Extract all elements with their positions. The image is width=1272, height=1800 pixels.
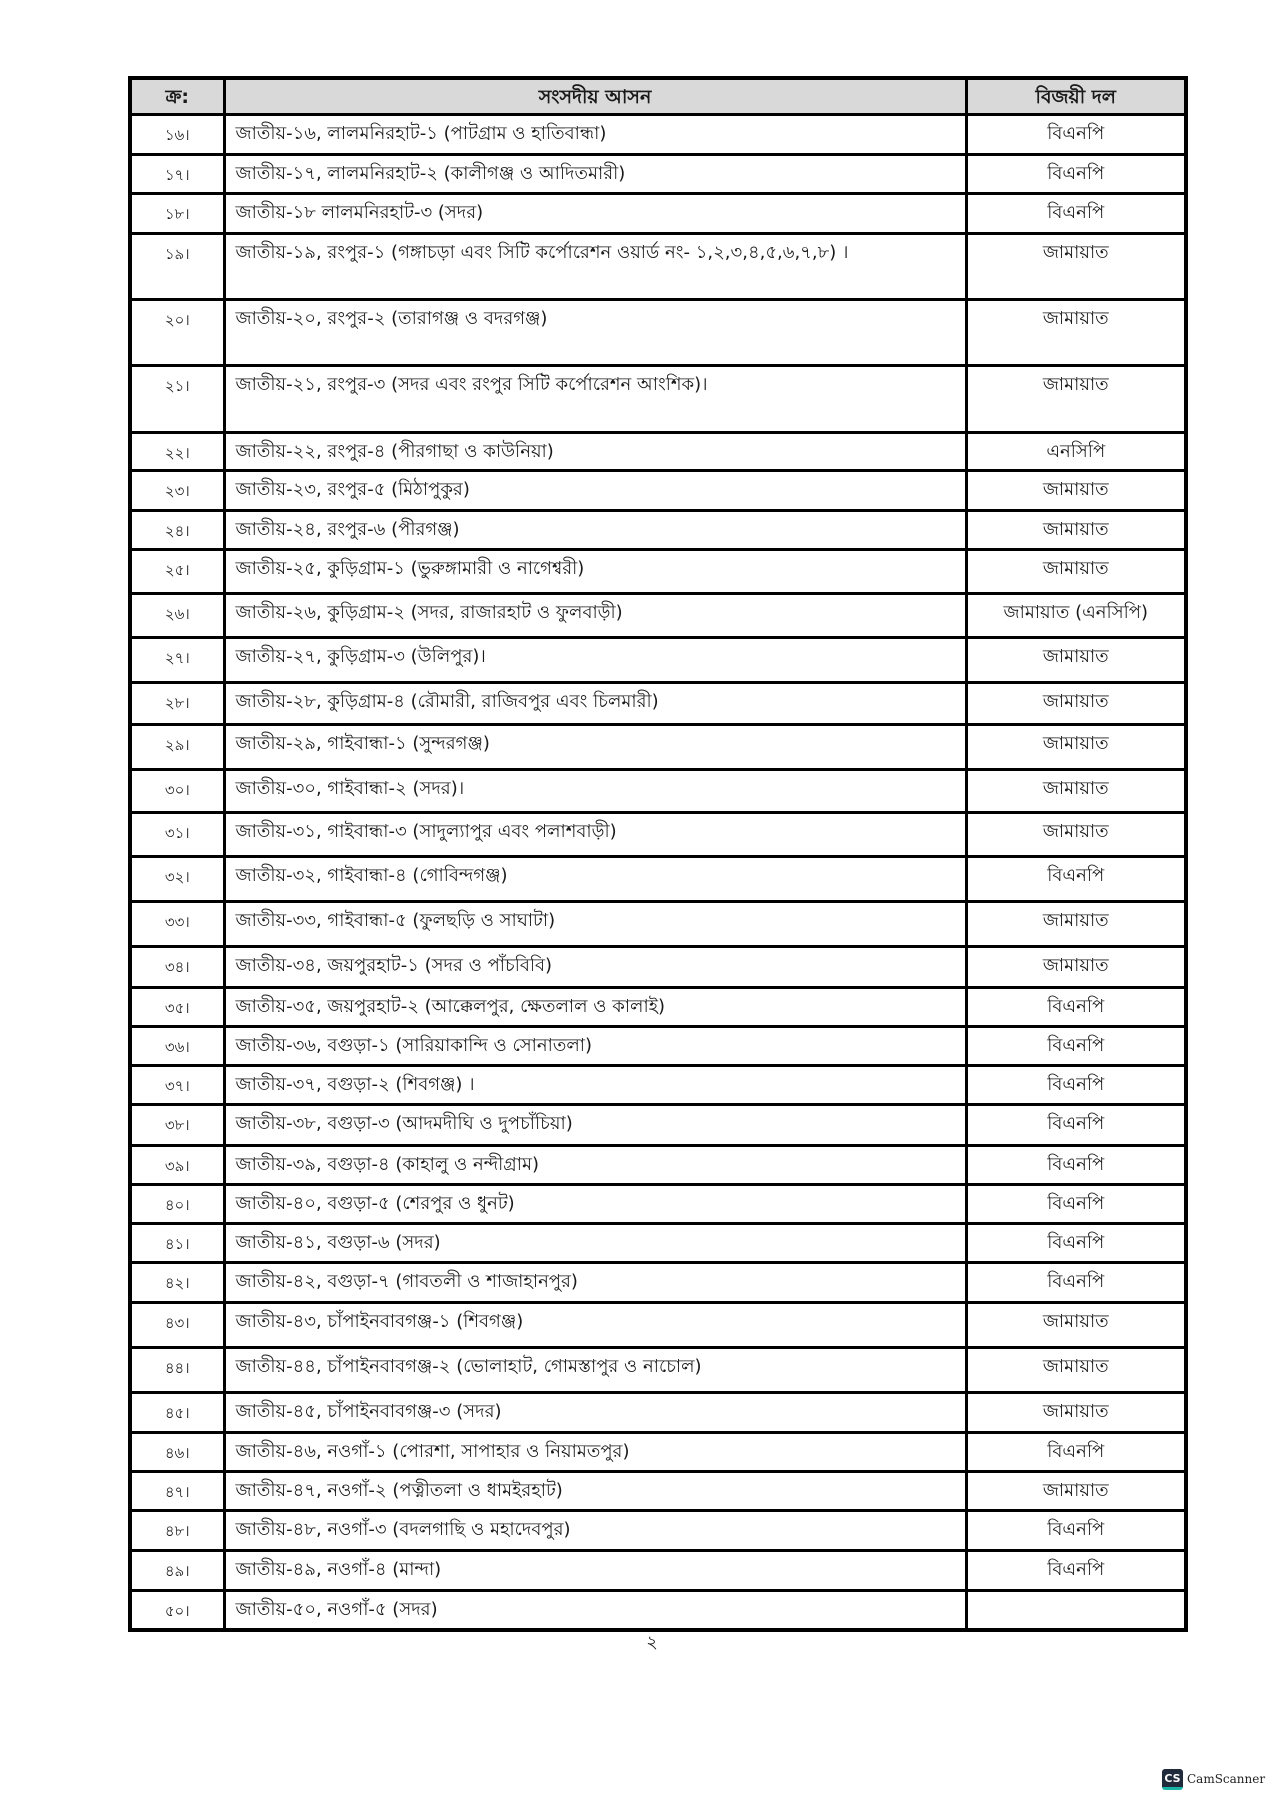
seat-cell: জাতীয়-২৫, কুড়িগ্রাম-১ (ভুরুঙ্গামারী ও নাগেশ্বরী) <box>224 550 966 594</box>
party-cell: জামায়াত <box>966 366 1186 433</box>
table-row <box>130 902 1186 947</box>
table-row <box>130 947 1186 988</box>
seat-cell: জাতীয়-৩০, গাইবান্ধা-২ (সদর)। <box>224 770 966 813</box>
seat-cell: জাতীয়-১৮ লালমনিরহাট-৩ (সদর) <box>224 194 966 234</box>
camscanner-label: CamScanner <box>1187 1772 1266 1786</box>
seat-cell: জাতীয়-৩৫, জয়পুরহাট-২ (আক্কেলপুর, ক্ষেতলাল ও কালাই) <box>224 988 966 1027</box>
seat-cell: জাতীয়-৪৪, চাঁপাইনবাবগঞ্জ-২ (ভোলাহাট, গোমস্তাপুর ও নাচোল) <box>224 1348 966 1393</box>
table-row <box>130 471 1186 511</box>
party-cell: বিএনপি <box>966 857 1186 902</box>
party-cell: বিএনপি <box>966 1263 1186 1303</box>
table-row <box>130 1433 1186 1472</box>
serial-cell: ২৮। <box>130 683 224 725</box>
camscanner-logo-icon: CS <box>1162 1769 1183 1790</box>
seat-cell: জাতীয়-২২, রংপুর-৪ (পীরগাছা ও কাউনিয়া) <box>224 433 966 471</box>
table-row <box>130 594 1186 638</box>
serial-cell: ৩১। <box>130 813 224 857</box>
table-row <box>130 1393 1186 1433</box>
seat-cell: জাতীয়-৪৩, চাঁপাইনবাবগঞ্জ-১ (শিবগঞ্জ) <box>224 1303 966 1348</box>
party-cell: জামায়াত <box>966 550 1186 594</box>
seat-cell: জাতীয়-৩৯, বগুড়া-৪ (কাহালু ও নন্দীগ্রাম) <box>224 1146 966 1185</box>
serial-cell: ২৩। <box>130 471 224 511</box>
table-row <box>130 1105 1186 1146</box>
party-cell <box>966 1591 1186 1630</box>
serial-cell: ৪২। <box>130 1263 224 1303</box>
table-row <box>130 155 1186 194</box>
party-cell: বিএনপি <box>966 1433 1186 1472</box>
party-cell: বিএনপি <box>966 1185 1186 1224</box>
party-cell: জামায়াত <box>966 725 1186 770</box>
table-row <box>130 1185 1186 1224</box>
party-cell: জামায়াত (এনসিপি) <box>966 594 1186 638</box>
table-row <box>130 1027 1186 1066</box>
serial-cell: ২৪। <box>130 511 224 550</box>
seat-cell: জাতীয়-৩৬, বগুড়া-১ (সারিয়াকান্দি ও সোনাতলা) <box>224 1027 966 1066</box>
serial-cell: ৩০। <box>130 770 224 813</box>
party-cell: জামায়াত <box>966 300 1186 366</box>
serial-cell: ৪৫। <box>130 1393 224 1433</box>
table-row <box>130 1303 1186 1348</box>
seat-cell: জাতীয়-৩২, গাইবান্ধা-৪ (গোবিন্দগঞ্জ) <box>224 857 966 902</box>
table-row <box>130 683 1186 725</box>
serial-cell: ৩৪। <box>130 947 224 988</box>
seat-cell: জাতীয়-৩১, গাইবান্ধা-৩ (সাদুল্যাপুর এবং পলাশবাড়ী) <box>224 813 966 857</box>
party-cell: বিএনপি <box>966 1066 1186 1105</box>
seat-cell: জাতীয়-৩৪, জয়পুরহাট-১ (সদর ও পাঁচবিবি) <box>224 947 966 988</box>
seat-cell: জাতীয়-২৩, রংপুর-৫ (মিঠাপুকুর) <box>224 471 966 511</box>
header-serial: ক্র: <box>130 78 224 115</box>
serial-cell: ৪৯। <box>130 1551 224 1591</box>
table-row <box>130 770 1186 813</box>
table-row <box>130 366 1186 433</box>
table-row <box>130 1591 1186 1630</box>
seat-cell: জাতীয়-৩৩, গাইবান্ধা-৫ (ফুলছড়ি ও সাঘাটা) <box>224 902 966 947</box>
table-row <box>130 1224 1186 1263</box>
party-cell: বিএনপি <box>966 1105 1186 1146</box>
table-row <box>130 1511 1186 1551</box>
party-cell: বিএনপি <box>966 115 1186 155</box>
serial-cell: ২২। <box>130 433 224 471</box>
seat-cell: জাতীয়-৪৭, নওগাঁ-২ (পত্নীতলা ও ধামইরহাট) <box>224 1472 966 1511</box>
seat-cell: জাতীয়-১৯, রংপুর-১ (গঙ্গাচড়া এবং সিটি কর্পোরেশন ওয়ার্ড নং- ১,২,৩,৪,৫,৬,৭,৮) । <box>224 234 966 300</box>
table-row <box>130 194 1186 234</box>
party-cell: জামায়াত <box>966 947 1186 988</box>
party-cell: জামায়াত <box>966 1393 1186 1433</box>
serial-cell: ৩৬। <box>130 1027 224 1066</box>
serial-cell: ১৯। <box>130 234 224 300</box>
seat-cell: জাতীয়-৪৯, নওগাঁ-৪ (মান্দা) <box>224 1551 966 1591</box>
table-row <box>130 813 1186 857</box>
party-cell: বিএনপি <box>966 155 1186 194</box>
header-seat: সংসদীয় আসন <box>224 78 966 115</box>
serial-cell: ২৯। <box>130 725 224 770</box>
seat-cell: জাতীয়-২০, রংপুর-২ (তারাগঞ্জ ও বদরগঞ্জ) <box>224 300 966 366</box>
results-table <box>128 76 1188 1632</box>
party-cell: জামায়াত <box>966 511 1186 550</box>
party-cell: জামায়াত <box>966 902 1186 947</box>
serial-cell: ১৬। <box>130 115 224 155</box>
header-party: বিজয়ী দল <box>966 78 1186 115</box>
serial-cell: ১৭। <box>130 155 224 194</box>
serial-cell: ৩২। <box>130 857 224 902</box>
table-row <box>130 638 1186 683</box>
party-cell: বিএনপি <box>966 1146 1186 1185</box>
serial-cell: ১৮। <box>130 194 224 234</box>
table-row <box>130 1066 1186 1105</box>
table-row <box>130 1348 1186 1393</box>
table-row <box>130 433 1186 471</box>
seat-cell: জাতীয়-১৬, লালমনিরহাট-১ (পাটগ্রাম ও হাতিবান্ধা) <box>224 115 966 155</box>
table-row <box>130 234 1186 300</box>
seat-cell: জাতীয়-৩৭, বগুড়া-২ (শিবগঞ্জ) । <box>224 1066 966 1105</box>
table-row <box>130 725 1186 770</box>
party-cell: বিএনপি <box>966 194 1186 234</box>
table-row <box>130 1472 1186 1511</box>
serial-cell: ৩৫। <box>130 988 224 1027</box>
party-cell: জামায়াত <box>966 471 1186 511</box>
table-header-row <box>130 78 1186 115</box>
seat-cell: জাতীয়-১৭, লালমনিরহাট-২ (কালীগঞ্জ ও আদিতমারী) <box>224 155 966 194</box>
serial-cell: ৪০। <box>130 1185 224 1224</box>
party-cell: জামায়াত <box>966 813 1186 857</box>
party-cell: জামায়াত <box>966 1303 1186 1348</box>
seat-cell: জাতীয়-৪৮, নওগাঁ-৩ (বদলগাছি ও মহাদেবপুর) <box>224 1511 966 1551</box>
table-row <box>130 1263 1186 1303</box>
seat-cell: জাতীয়-২৭, কুড়িগ্রাম-৩ (উলিপুর)। <box>224 638 966 683</box>
table-row <box>130 988 1186 1027</box>
seat-cell: জাতীয়-৪০, বগুড়া-৫ (শেরপুর ও ধুনট) <box>224 1185 966 1224</box>
seat-cell: জাতীয়-৪২, বগুড়া-৭ (গাবতলী ও শাজাহানপুর) <box>224 1263 966 1303</box>
serial-cell: ৩৮। <box>130 1105 224 1146</box>
serial-cell: ৪৩। <box>130 1303 224 1348</box>
seat-cell: জাতীয়-২৮, কুড়িগ্রাম-৪ (রৌমারী, রাজিবপুর এবং চিলমারী) <box>224 683 966 725</box>
serial-cell: ৪৪। <box>130 1348 224 1393</box>
table-row <box>130 1146 1186 1185</box>
seat-cell: জাতীয়-২৬, কুড়িগ্রাম-২ (সদর, রাজারহাট ও ফুলবাড়ী) <box>224 594 966 638</box>
table-body <box>130 115 1186 1630</box>
serial-cell: ৪৬। <box>130 1433 224 1472</box>
party-cell: বিএনপি <box>966 1224 1186 1263</box>
seat-cell: জাতীয়-৪৬, নওগাঁ-১ (পোরশা, সাপাহার ও নিয়ামতপুর) <box>224 1433 966 1472</box>
serial-cell: ২১। <box>130 366 224 433</box>
party-cell: বিএনপি <box>966 1511 1186 1551</box>
party-cell: জামায়াত <box>966 234 1186 300</box>
serial-cell: ৪৭। <box>130 1472 224 1511</box>
serial-cell: ২০। <box>130 300 224 366</box>
party-cell: এনসিপি <box>966 433 1186 471</box>
page-number: ২ <box>646 1632 658 1653</box>
table-row <box>130 115 1186 155</box>
party-cell: জামায়াত <box>966 638 1186 683</box>
party-cell: বিএনপি <box>966 1551 1186 1591</box>
seat-cell: জাতীয়-৪৫, চাঁপাইনবাবগঞ্জ-৩ (সদর) <box>224 1393 966 1433</box>
party-cell: বিএনপি <box>966 988 1186 1027</box>
seat-cell: জাতীয়-৩৮, বগুড়া-৩ (আদমদীঘি ও দুপচাঁচিয়া) <box>224 1105 966 1146</box>
serial-cell: ৩৯। <box>130 1146 224 1185</box>
table-row <box>130 511 1186 550</box>
serial-cell: ৫০। <box>130 1591 224 1630</box>
table-row <box>130 857 1186 902</box>
seat-cell: জাতীয়-২৯, গাইবান্ধা-১ (সুন্দরগঞ্জ) <box>224 725 966 770</box>
table-row <box>130 1551 1186 1591</box>
party-cell: জামায়াত <box>966 683 1186 725</box>
seat-cell: জাতীয়-৪১, বগুড়া-৬ (সদর) <box>224 1224 966 1263</box>
serial-cell: ৩৭। <box>130 1066 224 1105</box>
party-cell: জামায়াত <box>966 1472 1186 1511</box>
serial-cell: ২৫। <box>130 550 224 594</box>
party-cell: জামায়াত <box>966 770 1186 813</box>
party-cell: জামায়াত <box>966 1348 1186 1393</box>
serial-cell: ৪১। <box>130 1224 224 1263</box>
party-cell: বিএনপি <box>966 1027 1186 1066</box>
serial-cell: ২৬। <box>130 594 224 638</box>
seat-cell: জাতীয়-৫০, নওগাঁ-৫ (সদর) <box>224 1591 966 1630</box>
table-row <box>130 550 1186 594</box>
seat-cell: জাতীয়-২১, রংপুর-৩ (সদর এবং রংপুর সিটি কর্পোরেশন আংশিক)। <box>224 366 966 433</box>
serial-cell: ৪৮। <box>130 1511 224 1551</box>
serial-cell: ২৭। <box>130 638 224 683</box>
seat-cell: জাতীয়-২৪, রংপুর-৬ (পীরগঞ্জ) <box>224 511 966 550</box>
camscanner-watermark <box>1162 1768 1265 1790</box>
serial-cell: ৩৩। <box>130 902 224 947</box>
table-row <box>130 300 1186 366</box>
